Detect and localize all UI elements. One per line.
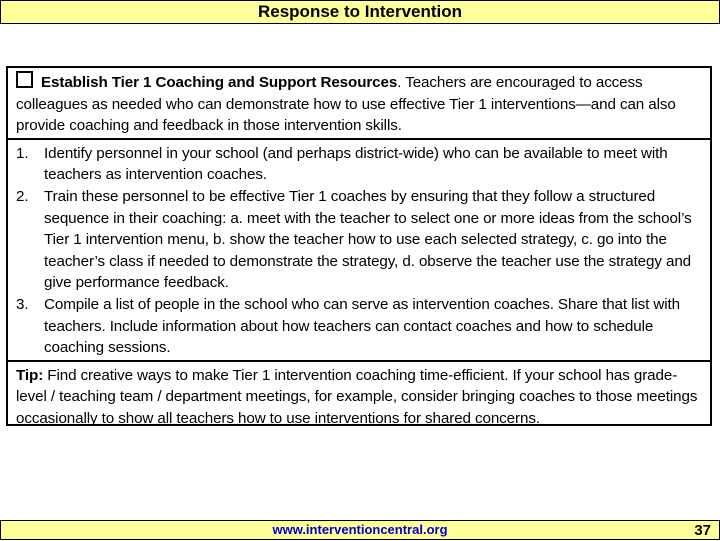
footer-bar bbox=[0, 520, 720, 540]
step-number: 1. bbox=[16, 144, 29, 162]
intro-heading: Establish Tier 1 Coaching and Support Resources bbox=[41, 74, 398, 91]
steps-section bbox=[8, 138, 710, 360]
tip-label: Tip: bbox=[16, 366, 44, 384]
checkbox-icon bbox=[16, 71, 33, 88]
steps-list bbox=[16, 143, 704, 359]
document-box bbox=[6, 66, 712, 426]
step-number: 2. bbox=[16, 187, 29, 205]
tip-section bbox=[8, 360, 710, 431]
page-number: 37 bbox=[694, 522, 711, 539]
list-item bbox=[16, 294, 704, 359]
step-text: Train these personnel to be effective Tier 1 coaches by ensuring that they follow a structured sequence in their coaching: a. meet with the teacher to select one or more ideas from the school’s Tier 1 intervention menu, b. show the teacher how to use each selected strategy, c. go into the teacher’s class if needed to demonstrate the strategy, d. observe the teacher use the strategy and give performance feedback. bbox=[44, 187, 692, 292]
footer-url-link[interactable]: www.interventioncentral.org bbox=[272, 522, 448, 537]
intro-text: . Teachers are encouraged to access colleagues as needed who can demonstrate how to use effective Tier 1 interventions—and can also provide coaching and feedback in those intervention skills. bbox=[16, 74, 676, 135]
slide-title: Response to Intervention bbox=[0, 0, 720, 24]
list-item bbox=[16, 143, 704, 186]
tip-text: Find creative ways to make Tier 1 intervention coaching time-efficient. If your school has grade-level / teaching team / department meetings, for example, consider bringing coaches to those meetings occasionally to show all teachers how to use interventions for shared concerns. bbox=[16, 366, 698, 427]
step-text: Identify personnel in your school (and perhaps district-wide) who can be available to meet with teachers as intervention coaches. bbox=[44, 144, 668, 184]
step-number: 3. bbox=[16, 295, 29, 313]
step-text: Compile a list of people in the school who can serve as intervention coaches. Share that list with teachers. Include information about how teachers can contact coaches and how to schedule coaching sessions. bbox=[44, 295, 681, 357]
intro-section bbox=[8, 68, 710, 138]
list-item bbox=[16, 186, 704, 294]
